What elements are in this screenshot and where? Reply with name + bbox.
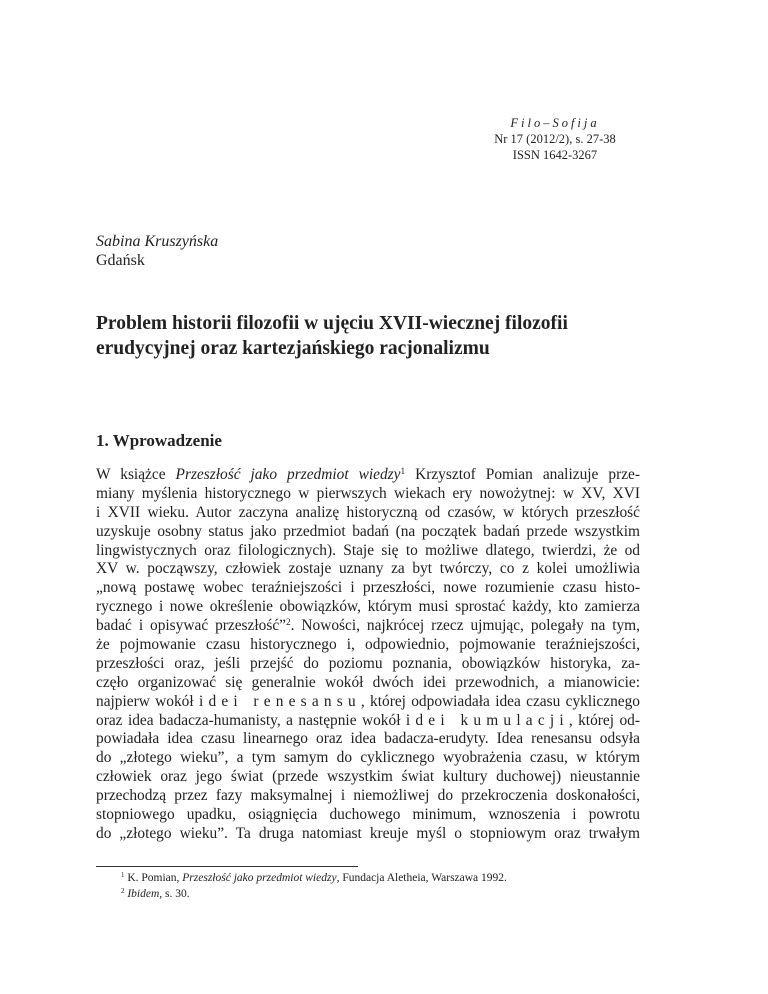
- text-segment: powiadała idea czasu linearnego oraz idea badacza-erudyty. Idea renesansu odsyła: [96, 730, 640, 748]
- footnote-text: , Fundacja Aletheia, Warszawa 1992.: [336, 872, 507, 884]
- text-segment: przeszłości oraz, jeśli przejść do poziomu poznania, obowiązków historyka, za-: [96, 654, 640, 672]
- footnote: [121, 870, 507, 886]
- body-line: [96, 485, 640, 504]
- italic-title: Przeszłość jako przedmiot wiedzy: [175, 466, 401, 483]
- body-line: [96, 768, 640, 787]
- text-segment: stopniowego upadku, osiągnięcia duchowego minimum, wznoszenia i powrotu: [96, 806, 640, 824]
- text-segment: W książce: [96, 466, 176, 483]
- text-segment: przechodzą przez fazy maksymalnej i niemożliwej do przekroczenia doskonałości,: [96, 787, 640, 805]
- journal-title: Filo–Sofija: [510, 116, 600, 130]
- author-city: Gdańsk: [96, 252, 145, 269]
- text-segment: uzyskuje osobny status jako przedmiot badań (na początek badań przede wszystkim: [96, 522, 640, 540]
- body-line: [96, 655, 640, 674]
- article-title-line: Problem historii filozofii w ujęciu XVII-wiecznej filozofii: [96, 313, 568, 334]
- body-line: [96, 504, 640, 523]
- body-line: [96, 636, 640, 655]
- footnote-divider: [96, 866, 358, 867]
- text-segment: najpierw wokół: [96, 692, 199, 710]
- spaced-term: idei kumulacji: [405, 711, 569, 729]
- author-name: Sabina Kruszyńska: [96, 233, 219, 250]
- body-line: [96, 617, 640, 636]
- article-title-line: erudycyjnej oraz kartezjańskiego racjonalizmu: [96, 338, 490, 359]
- text-segment: „nową postawę wobec teraźniejszości i przeszłości, nowe rozumienie czasu histo-: [96, 579, 640, 597]
- text-segment: oraz idea badacza-humanisty, a następnie wokół: [96, 711, 406, 729]
- footnote-text: , s. 30.: [159, 888, 190, 900]
- text-segment: XV w. począwszy, człowiek zostaje uznany za byt twórczy, co z kolei umożliwia: [96, 560, 640, 578]
- body-line: [96, 560, 640, 579]
- text-segment: miany myślenia historycznego w pierwszych wiekach ery nowożytnej: w XV, XVI: [96, 484, 640, 502]
- text-segment: do „złotego wieku”, a tym samym do cyklicznego wyobrażenia czasu, w którym: [96, 749, 640, 767]
- journal-issn: ISSN 1642-3267: [512, 148, 598, 162]
- footnote-ref: 2: [286, 617, 291, 628]
- body-line: [96, 825, 640, 844]
- body-line: [96, 749, 640, 768]
- spaced-term: idei renesansu: [198, 692, 361, 710]
- text-segment: i XVII wieku. Autor zaczyna analizę historyczną od czasów, w których przeszłość: [96, 503, 640, 521]
- body-line: [96, 598, 640, 617]
- footnote: [121, 886, 507, 902]
- text-segment: , której od-: [568, 711, 640, 729]
- body-line: [96, 542, 640, 561]
- body-line: [96, 579, 640, 598]
- text-segment: Krzysztof Pomian analizuje prze-: [405, 466, 640, 483]
- text-segment: częło organizować się generalnie wokół dwóch idei przewodnich, a mianowicie:: [96, 673, 640, 691]
- body-line: [96, 806, 640, 825]
- text-segment: że pojmowanie czasu historycznego i, odpowiednio, pojmowanie teraźniejszości,: [96, 636, 640, 654]
- body-line: [96, 466, 640, 485]
- body-text: [96, 466, 640, 844]
- text-segment: badać i opisywać przeszłość”: [96, 617, 287, 635]
- text-segment: , której odpowiadała idea czasu cyklicznego: [360, 692, 640, 710]
- footnote-italic: Ibidem: [127, 888, 160, 900]
- footnote-italic: Przeszłość jako przedmiot wiedzy: [182, 872, 337, 884]
- journal-issue: Nr 17 (2012/2), s. 27-38: [494, 132, 616, 146]
- body-line: [96, 523, 640, 542]
- footnote-number: 1: [121, 872, 125, 880]
- article-title: [96, 311, 656, 361]
- section-heading: 1. Wprowadzenie: [96, 431, 222, 450]
- footnote-ref: 1: [400, 465, 406, 476]
- body-line: [96, 674, 640, 693]
- author-block: [96, 232, 218, 270]
- body-line: [96, 787, 640, 806]
- text-segment: lingwistycznych oraz filologicznych). Staje się to możliwe dlatego, twierdzi, że od: [96, 541, 640, 559]
- journal-info: [470, 115, 640, 163]
- footnotes: [121, 870, 507, 902]
- body-line: [96, 730, 640, 749]
- text-segment: rycznego i nowe określenie obowiązków, którym musi sprostać każdy, kto zamierza: [96, 598, 640, 616]
- footnote-number: 2: [121, 888, 125, 896]
- body-line: [96, 693, 640, 712]
- text-segment: do „złotego wieku”. Ta druga natomiast kreuje myśl o stopniowym oraz trwałym: [96, 824, 640, 842]
- text-segment: . Nowości, najkrócej rzecz ujmując, polegały na tym,: [290, 617, 640, 635]
- footnote-text: K. Pomian,: [124, 872, 183, 884]
- text-segment: człowiek oraz jego świat (przede wszystkim świat kultury duchowej) nieustannie: [96, 768, 640, 786]
- body-line: [96, 712, 640, 731]
